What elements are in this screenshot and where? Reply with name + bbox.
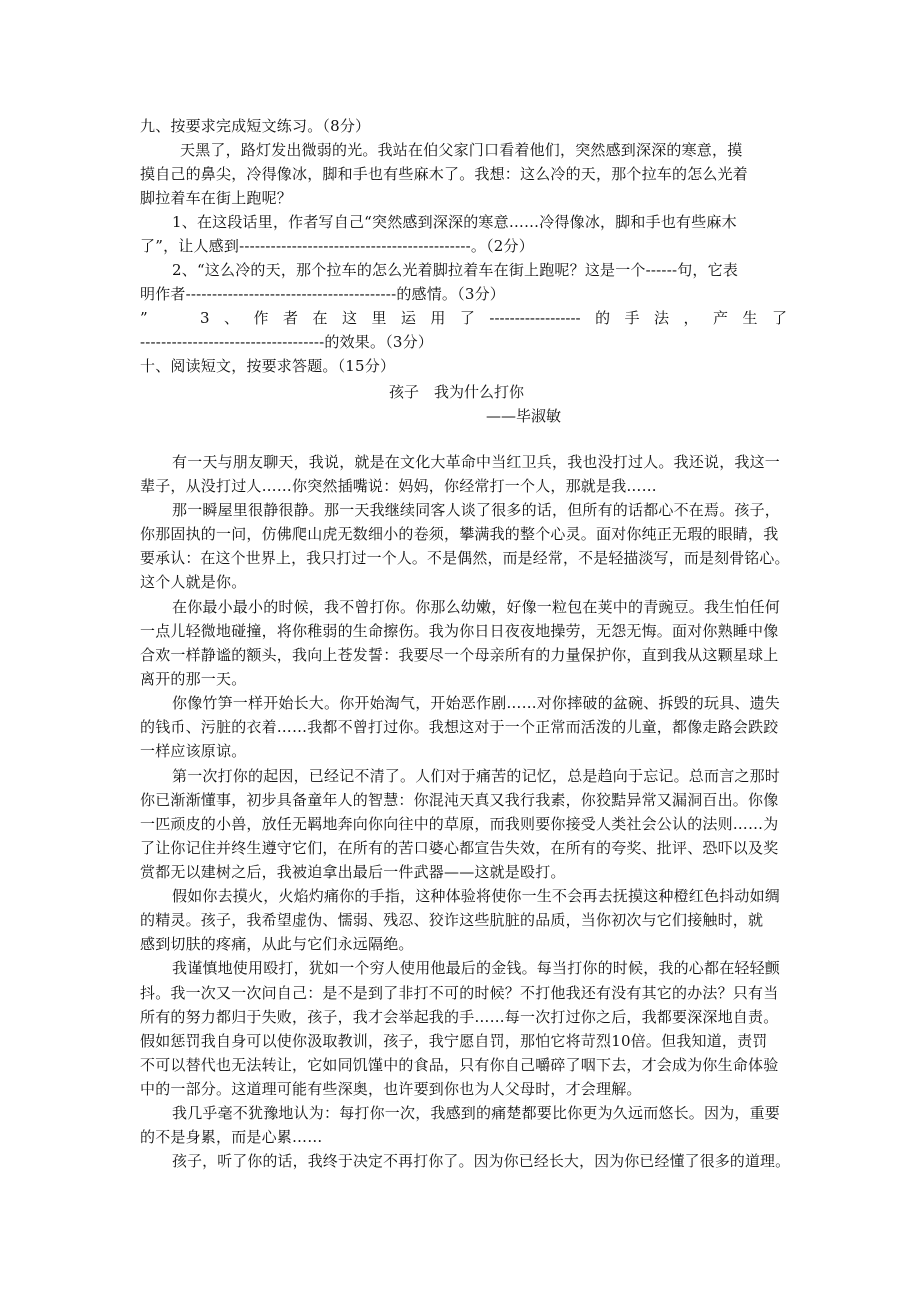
article-line: 了让你记住并终生遵守它们，在所有的苦口婆心都宣告失效，在所有的夸奖、批评、恐吓以及奖 bbox=[140, 839, 779, 857]
article-line: 抖。我一次又一次问自己：是不是到了非打不可的时候？不打他我还有没有其它的办法？只有当 bbox=[140, 984, 779, 1002]
article-line: 这个人就是你。 bbox=[140, 573, 247, 591]
article-line: 一匹顽皮的小兽，放任无羁地奔向你向往中的草原，而我则要你接受人类社会公认的法则……为 bbox=[140, 815, 779, 833]
article-line: 辈子，从没打过人……你突然插嘴说：妈妈，你经常打一个人，那就是我…… bbox=[140, 477, 657, 495]
q3-part: 运 bbox=[400, 309, 416, 327]
article-line: 我谨慎地使用殴打，犹如一个穷人使用他最后的金钱。每当打你的时候，我的心都在轻轻颤 bbox=[172, 959, 781, 977]
article-title: 孩子 我为什么打你 bbox=[389, 383, 525, 401]
article-line: 假如惩罚我自身可以使你汲取教训，孩子，我宁愿自罚，那怕它将苛烈10倍。但我知道，责罚 bbox=[140, 1032, 768, 1050]
q3-part: 者 bbox=[282, 309, 298, 327]
q3-part: 里 bbox=[371, 309, 387, 327]
section10-heading: 十、阅读短文，按要求答题。（15分） bbox=[140, 357, 396, 375]
question-2-line: 2、“这么冷的天，那个拉车的怎么光着脚拉着车在街上跑呢？这是一个------句，它表 bbox=[172, 261, 739, 279]
q3-part: 、 bbox=[224, 309, 240, 327]
article-line: 在你最小最小的时候，我不曾打你。你那么幼嫩，好像一粒包在荚中的青豌豆。我生怕任何 bbox=[172, 598, 781, 616]
section9-heading: 九、按要求完成短文练习。（8分） bbox=[140, 117, 371, 135]
section9-passage-line: 天黑了，路灯发出微弱的光。我站在伯父家门口看着他们，突然感到深深的寒意，摸 bbox=[180, 141, 743, 159]
question-2-line: 明作者----------------------------------------的感情。（3分） bbox=[140, 285, 505, 303]
article-line: 有一天与朋友聊天，我说，就是在文化大革命中当红卫兵，我也没打过人。我还说，我这一 bbox=[172, 453, 781, 471]
article-author: ——毕淑敏 bbox=[486, 407, 562, 425]
article-line: 一点儿轻微地碰撞，将你稚弱的生命擦伤。我为你日日夜夜地操劳，无怨无悔。面对你熟睡中像 bbox=[140, 622, 779, 640]
article-line: 假如你去摸火，火焰灼痛你的手指，这种体验将使你一生不会再去抚摸这种橙红色抖动如绸 bbox=[172, 887, 781, 905]
q3-part: 手 bbox=[624, 309, 640, 327]
q3-part: 生 bbox=[742, 309, 758, 327]
q3-part: 这 bbox=[341, 309, 357, 327]
question-3-line2: -----------------------------------的效果。（3分） bbox=[140, 333, 434, 351]
article-line: 所有的努力都归于失败，孩子，我才会举起我的手……每一次打过你之后，我都要深深地自责。 bbox=[140, 1008, 779, 1026]
question-1-line: 了”，让人感到--------------------------------------------。（2分） bbox=[140, 237, 534, 255]
article-line: 你像竹笋一样开始长大。你开始淘气，开始恶作剧……对你摔破的盆碗、拆毁的玩具、遗失 bbox=[172, 694, 781, 712]
article-line: 孩子，听了你的话，我终于决定不再打你了。因为你已经长大，因为你已经懂了很多的道理。 bbox=[172, 1152, 791, 1170]
section9-passage-line: 摸自己的鼻尖，冷得像冰，脚和手也有些麻木了。我想：这么冷的天，那个拉车的怎么光着 bbox=[140, 165, 749, 183]
article-line: 感到切肤的疼痛，从此与它们永远隔绝。 bbox=[140, 935, 414, 953]
article-line: 你已渐渐懂事，初步具备童年人的智慧：你混沌天真又我行我素，你狡黠异常又漏洞百出。你像 bbox=[140, 791, 779, 809]
q3-part: 在 bbox=[312, 309, 328, 327]
article-line: 第一次打你的起因，已经记不清了。人们对于痛苦的记忆，总是趋向于忘记。总而言之那时 bbox=[172, 767, 781, 785]
q3-part: 法 bbox=[654, 309, 670, 327]
article-line: 合欢一样静谧的额头，我向上苍发誓：我要尽一个母亲所有的力量保护你，直到我从这颗星球上 bbox=[140, 646, 779, 664]
question-3-quote: ” bbox=[140, 309, 148, 327]
q3-part: 3 bbox=[200, 309, 210, 327]
article-line: 赏都无以建树之后，我被迫拿出最后一件武器——这就是殴打。 bbox=[140, 863, 566, 881]
q3-part: 的 bbox=[595, 309, 611, 327]
article-line: 的不是身累，而是心累…… bbox=[140, 1128, 323, 1146]
article-line: 不可以替代也无法转让，它如同饥馑中的食品，只有你自己嚼碎了咽下去，才会成为你生命体验 bbox=[140, 1056, 779, 1074]
question-1-line: 1、在这段话里，作者写自己“突然感到深深的寒意……冷得像冰，脚和手也有些麻木 bbox=[172, 213, 737, 231]
article-line: 我几乎毫不犹豫地认为：每打你一次，我感到的痛楚都要比你更为久远而悠长。因为，重要 bbox=[172, 1104, 781, 1122]
article-line: 离开的那一天。 bbox=[140, 670, 247, 688]
q3-part: 作 bbox=[253, 309, 269, 327]
article-line: 一样应该原谅。 bbox=[140, 742, 247, 760]
q3-part: 了 bbox=[459, 309, 475, 327]
article-line: 的钱币、污脏的衣着……我都不曾打过你。我想这对于一个正常而活泼的儿童，都像走路会跌跤 bbox=[140, 718, 779, 736]
article-line: 那一瞬屋里很静很静。那一天我继续同客人谈了很多的话，但所有的话都心不在焉。孩子， bbox=[172, 501, 781, 519]
article-line: 中的一部分。这道理可能有些深奥，也许要到你也为人父母时，才会理解。 bbox=[140, 1080, 642, 1098]
q3-part: 产 bbox=[713, 309, 729, 327]
article-line: 要承认：在这个世界上，我只打过一个人。不是偶然，而是经常，不是轻描淡写，而是刻骨铭心。 bbox=[140, 549, 790, 567]
q3-part: ， bbox=[683, 309, 699, 327]
q3-blank: ------------------ bbox=[489, 309, 581, 327]
article-line: 你那固执的一问，仿佛爬山虎无数细小的卷须，攀满我的整个心灵。面对你纯正无瑕的眼睛，我 bbox=[140, 525, 779, 543]
article-line: 的精灵。孩子，我希望虚伪、懦弱、残忍、狡诈这些肮脏的品质，当你初次与它们接触时，就 bbox=[140, 911, 764, 929]
q3-part: 用 bbox=[430, 309, 446, 327]
question-3-line bbox=[200, 308, 787, 328]
q3-part: 了 bbox=[771, 309, 787, 327]
section9-passage-line: 脚拉着车在街上跑呢？ bbox=[140, 189, 293, 207]
